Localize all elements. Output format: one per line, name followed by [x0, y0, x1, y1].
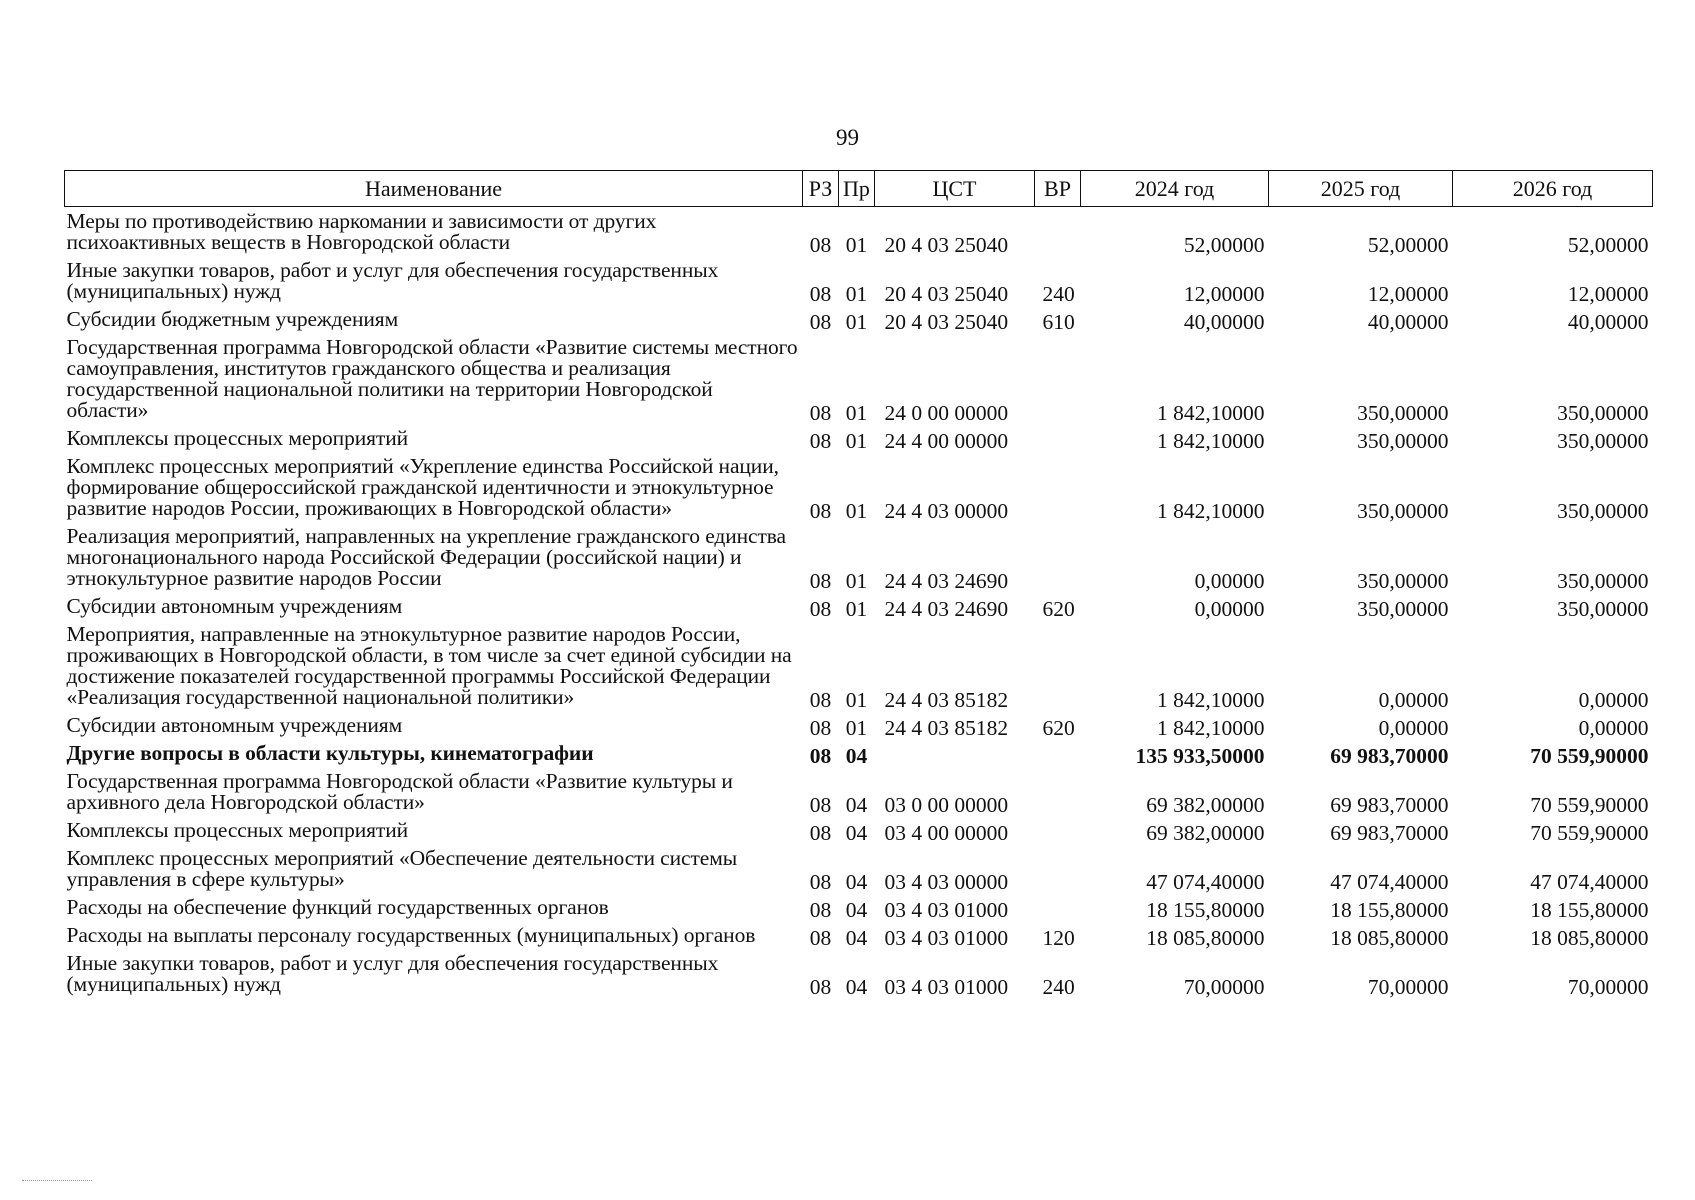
- table-row: [65, 767, 1653, 816]
- row-amount-2025: 52,00000: [1367, 233, 1449, 257]
- row-amount-2026: 0,00000: [1578, 716, 1649, 740]
- header-2026: 2026 год: [1453, 171, 1653, 207]
- table-row: [65, 424, 1653, 452]
- row-amount-2025: 0,00000: [1378, 716, 1449, 740]
- row-amount-2024: 0,00000: [1194, 597, 1265, 621]
- table-row: [65, 893, 1653, 921]
- row-rz: 08: [809, 569, 832, 593]
- row-name: Государственная программа Новгородской области «Развитие культуры и архивного дела Новгородской области»: [66, 769, 733, 814]
- row-rz: 08: [809, 926, 832, 950]
- table-row: [65, 921, 1653, 949]
- row-amount-2024: 12,00000: [1183, 282, 1265, 306]
- row-amount-2024: 47 074,40000: [1146, 870, 1265, 894]
- row-amount-2025: 69 983,70000: [1330, 793, 1449, 817]
- row-cst: 24 0 00 00000: [884, 401, 1009, 425]
- scan-edge-mark: [22, 1180, 92, 1181]
- row-amount-2025: 0,00000: [1378, 688, 1449, 712]
- row-amount-2024: 135 933,50000: [1135, 744, 1265, 768]
- row-amount-2025: 69 983,70000: [1330, 821, 1449, 845]
- row-amount-2026: 70 559,90000: [1530, 821, 1649, 845]
- row-name: Комплекс процессных мероприятий «Укрепление единства Российской нации, формирование общероссийской гражданской идентичности и этнокультурное развитие народов России, проживающих в Новгородской области»: [66, 454, 779, 520]
- row-vr: 120: [1042, 926, 1075, 950]
- row-name: Комплексы процессных мероприятий: [66, 426, 409, 450]
- header-2025: 2025 год: [1269, 171, 1453, 207]
- header-2024: 2024 год: [1081, 171, 1269, 207]
- row-cst: 20 4 03 25040: [884, 282, 1009, 306]
- row-pr: 01: [845, 233, 868, 257]
- row-amount-2026: 350,00000: [1557, 429, 1649, 453]
- row-amount-2024: 0,00000: [1194, 569, 1265, 593]
- row-name: Комплексы процессных мероприятий: [66, 818, 409, 842]
- row-amount-2024: 52,00000: [1183, 233, 1265, 257]
- row-pr: 01: [845, 597, 868, 621]
- row-amount-2024: 1 842,10000: [1157, 716, 1265, 740]
- row-cst: 24 4 03 85182: [884, 716, 1009, 740]
- row-pr: 01: [845, 310, 868, 334]
- row-pr: 01: [845, 401, 868, 425]
- row-rz: 08: [809, 898, 832, 922]
- row-pr: 04: [845, 975, 868, 999]
- header-rz: РЗ: [803, 171, 839, 207]
- header-pr: Пр: [839, 171, 875, 207]
- row-cst: 24 4 03 85182: [884, 688, 1009, 712]
- table-row: [65, 305, 1653, 333]
- row-vr: [1035, 333, 1081, 424]
- row-cst: 24 4 00 00000: [884, 429, 1009, 453]
- row-rz: 08: [809, 597, 832, 621]
- row-pr: 04: [845, 898, 868, 922]
- row-amount-2024: 1 842,10000: [1157, 401, 1265, 425]
- row-name: Комплекс процессных мероприятий «Обеспечение деятельности системы управления в сфере культуры»: [66, 846, 738, 891]
- row-vr: [1035, 893, 1081, 921]
- row-pr: 01: [845, 716, 868, 740]
- table-header: [65, 171, 1653, 207]
- row-vr: [1035, 739, 1081, 767]
- row-amount-2025: 18 085,80000: [1330, 926, 1449, 950]
- row-name: Государственная программа Новгородской области «Развитие системы местного самоуправления, институтов гражданского общества и реализация государственной национальной политики на территории Новгородской области»: [66, 335, 798, 422]
- row-amount-2026: 70,00000: [1567, 975, 1649, 999]
- row-vr: [1035, 424, 1081, 452]
- row-amount-2026: 18 155,80000: [1530, 898, 1649, 922]
- row-amount-2025: 350,00000: [1357, 597, 1449, 621]
- row-amount-2025: 70,00000: [1367, 975, 1449, 999]
- row-amount-2026: 350,00000: [1557, 569, 1649, 593]
- table-row: [65, 620, 1653, 711]
- row-rz: 08: [809, 233, 832, 257]
- row-pr: 04: [845, 793, 868, 817]
- row-amount-2026: 70 559,90000: [1530, 744, 1649, 768]
- row-amount-2026: 350,00000: [1557, 597, 1649, 621]
- table-row: [65, 256, 1653, 305]
- row-amount-2026: 12,00000: [1567, 282, 1649, 306]
- row-amount-2026: 40,00000: [1567, 310, 1649, 334]
- row-name: Мероприятия, направленные на этнокультурное развитие народов России, проживающих в Новгородской области, в том числе за счет единой субсидии на достижение показателей государственной программы Российской Федерации «Реализация государственной национальной политики»: [66, 622, 792, 709]
- row-rz: 08: [809, 716, 832, 740]
- row-amount-2024: 69 382,00000: [1146, 821, 1265, 845]
- row-amount-2025: 40,00000: [1367, 310, 1449, 334]
- row-cst: 03 4 03 00000: [884, 870, 1009, 894]
- row-pr: 04: [845, 821, 868, 845]
- budget-table: [64, 170, 1653, 998]
- row-amount-2025: 350,00000: [1357, 401, 1449, 425]
- table-body: [65, 207, 1653, 999]
- row-cst: 24 4 03 24690: [884, 569, 1009, 593]
- row-rz: 08: [809, 429, 832, 453]
- row-rz: 08: [809, 499, 832, 523]
- row-name: Реализация мероприятий, направленных на укрепление гражданского единства многонационального народа Российской Федерации (российской нации) и этнокультурное развитие народов России: [66, 524, 786, 590]
- row-amount-2024: 18 155,80000: [1146, 898, 1265, 922]
- row-vr: 620: [1042, 597, 1075, 621]
- row-pr: 04: [845, 870, 868, 894]
- row-rz: 08: [809, 793, 832, 817]
- row-cst: [875, 739, 1035, 767]
- row-name: Субсидии бюджетным учреждениям: [66, 307, 399, 331]
- row-rz: 08: [809, 688, 832, 712]
- row-rz: 08: [809, 975, 832, 999]
- row-amount-2026: 350,00000: [1557, 499, 1649, 523]
- row-cst: 03 4 00 00000: [884, 821, 1009, 845]
- row-amount-2024: 1 842,10000: [1157, 688, 1265, 712]
- row-cst: 03 4 03 01000: [884, 975, 1009, 999]
- budget-table-container: [64, 170, 1652, 998]
- table-row: [65, 592, 1653, 620]
- row-amount-2024: 18 085,80000: [1146, 926, 1265, 950]
- row-amount-2025: 350,00000: [1357, 569, 1449, 593]
- row-name: Субсидии автономным учреждениям: [66, 713, 403, 737]
- row-name: Субсидии автономным учреждениям: [66, 594, 403, 618]
- row-amount-2025: 350,00000: [1357, 499, 1449, 523]
- row-amount-2024: 69 382,00000: [1146, 793, 1265, 817]
- row-rz: 08: [809, 870, 832, 894]
- row-cst: 20 4 03 25040: [884, 233, 1009, 257]
- row-pr: 01: [845, 282, 868, 306]
- row-pr: 04: [845, 926, 868, 950]
- header-vr: ВР: [1035, 171, 1081, 207]
- table-row: [65, 333, 1653, 424]
- row-amount-2026: 0,00000: [1578, 688, 1649, 712]
- row-amount-2025: 350,00000: [1357, 429, 1449, 453]
- row-amount-2026: 18 085,80000: [1530, 926, 1649, 950]
- row-pr: 01: [845, 499, 868, 523]
- header-row: [65, 171, 1653, 207]
- row-amount-2024: 1 842,10000: [1157, 499, 1265, 523]
- row-amount-2026: 47 074,40000: [1530, 870, 1649, 894]
- row-pr: 01: [845, 429, 868, 453]
- row-vr: 610: [1042, 310, 1075, 334]
- row-pr: 01: [845, 688, 868, 712]
- table-row: [65, 207, 1653, 257]
- row-cst: 03 4 03 01000: [884, 926, 1009, 950]
- row-amount-2025: 12,00000: [1367, 282, 1449, 306]
- row-cst: 24 4 03 24690: [884, 597, 1009, 621]
- row-amount-2024: 70,00000: [1183, 975, 1265, 999]
- table-row: [65, 949, 1653, 998]
- row-vr: [1035, 620, 1081, 711]
- table-row: [65, 844, 1653, 893]
- row-pr: 01: [845, 569, 868, 593]
- row-name: Расходы на обеспечение функций государственных органов: [66, 895, 609, 919]
- row-vr: 240: [1042, 975, 1075, 999]
- row-vr: [1035, 767, 1081, 816]
- row-cst: 24 4 03 00000: [884, 499, 1009, 523]
- row-amount-2025: 69 983,70000: [1330, 744, 1449, 768]
- row-rz: 08: [809, 744, 832, 768]
- table-row: [65, 452, 1653, 522]
- row-pr: 04: [845, 744, 868, 768]
- row-vr: 240: [1042, 282, 1075, 306]
- row-rz: 08: [809, 282, 832, 306]
- row-amount-2025: 18 155,80000: [1330, 898, 1449, 922]
- table-row: [65, 522, 1653, 592]
- row-rz: 08: [809, 821, 832, 845]
- row-vr: [1035, 452, 1081, 522]
- row-amount-2024: 1 842,10000: [1157, 429, 1265, 453]
- row-cst: 03 0 00 00000: [884, 793, 1009, 817]
- row-cst: 03 4 03 01000: [884, 898, 1009, 922]
- header-name: Наименование: [65, 171, 803, 207]
- row-vr: [1035, 522, 1081, 592]
- row-amount-2026: 350,00000: [1557, 401, 1649, 425]
- table-row: [65, 816, 1653, 844]
- row-name: Расходы на выплаты персоналу государственных (муниципальных) органов: [66, 923, 756, 947]
- page-number: 99: [836, 125, 859, 150]
- table-row: [65, 711, 1653, 739]
- row-vr: [1035, 207, 1081, 257]
- table-row: [65, 739, 1653, 767]
- row-vr: [1035, 844, 1081, 893]
- row-amount-2026: 70 559,90000: [1530, 793, 1649, 817]
- row-vr: [1035, 816, 1081, 844]
- row-cst: 20 4 03 25040: [884, 310, 1009, 334]
- row-name: Другие вопросы в области культуры, кинематографии: [66, 741, 594, 765]
- row-rz: 08: [809, 401, 832, 425]
- row-amount-2024: 40,00000: [1183, 310, 1265, 334]
- row-rz: 08: [809, 310, 832, 334]
- row-name: Меры по противодействию наркомании и зависимости от других психоактивных веществ в Новгородской области: [66, 209, 657, 254]
- row-amount-2025: 47 074,40000: [1330, 870, 1449, 894]
- header-cst: ЦСТ: [875, 171, 1035, 207]
- row-vr: 620: [1042, 716, 1075, 740]
- row-name: Иные закупки товаров, работ и услуг для обеспечения государственных (муниципальных) нужд: [66, 258, 719, 303]
- row-name: Иные закупки товаров, работ и услуг для обеспечения государственных (муниципальных) нужд: [66, 951, 719, 996]
- row-amount-2026: 52,00000: [1567, 233, 1649, 257]
